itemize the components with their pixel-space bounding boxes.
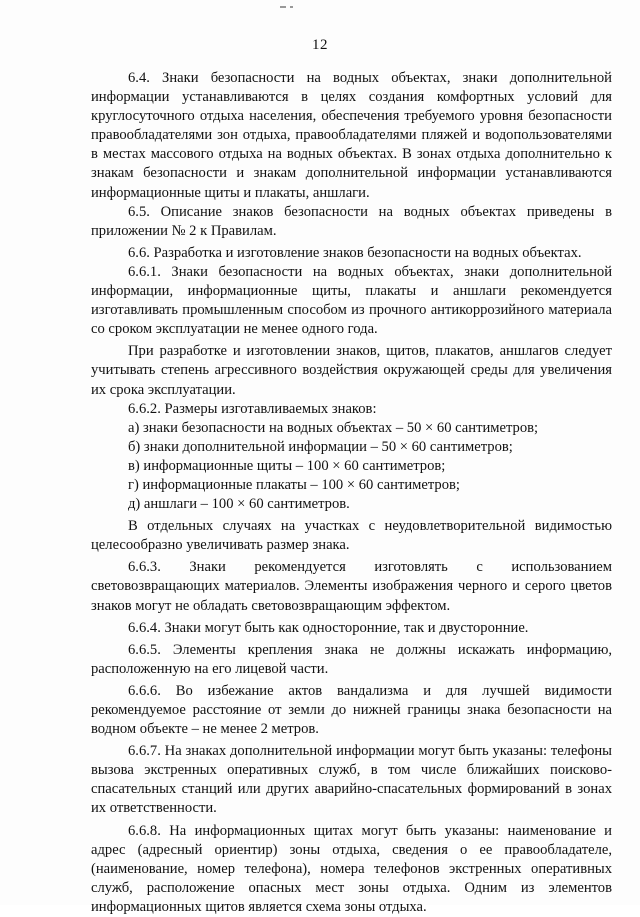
list-item-b: б) знаки дополнительной информации – 50 × 60 сантиметров; [128,438,513,455]
paragraph-6-6-3: 6.6.3. Знаки рекомендуется изготовлять с использованием световозвращающих материалов. Элементы изображения черного и серого цветов знаков могут не обладать световозвращающим эффектом. [91,559,612,614]
paragraph-6-6: 6.6. Разработка и изготовление знаков безопасности на водных объектах. [128,244,582,261]
paragraph-6-6-6: 6.6.6. Во избежание актов вандализма и для лучшей видимости рекомендуемое расстояние от земли до нижней границы знака безопасности на водном объекте – не менее 2 метров. [91,682,612,738]
list-item-g: г) информационные плакаты – 100 × 60 сантиметров; [128,476,460,493]
document-body [91,69,612,917]
paragraph-6-6-4: 6.6.4. Знаки могут быть как односторонние, так и двусторонние. [128,619,529,636]
paragraph-6-6-5: 6.6.5. Элементы крепления знака не должны искажать информацию, расположенную на его лицевой части. [91,641,612,677]
scan-mark [280,6,286,8]
paragraph-text: В отдельных случаях на участках с неудовлетворительной видимостью целесообразно увеличивать размер знака. [91,518,612,554]
paragraph-6-6-1: 6.6.1. Знаки безопасности на водных объектах, знаки дополнительной информации, информационные щиты, плакаты и аншлаги рекомендуется изготавливать промышленным способом из прочного антикоррозийного материала со сроком эксплуатации не менее одного года. [91,263,612,338]
paragraph-6-4: 6.4. Знаки безопасности на водных объектах, знаки дополнительной информации устанавливаются в целях создания комфортных условий для круглосуточного отдыха населения, обеспечения требуемого уровня безопасности правообладателями зон отдыха, правообладателями пляжей и водопользователями в местах массового отдыха на водных объектах. В зонах отдыха дополнительно к знакам безопасности и знакам дополнительной информации устанавливаются информационные щиты и плакаты, аншлаги. [91,70,612,201]
list-item-v: в) информационные щиты – 100 × 60 сантиметров; [128,457,446,474]
list-item-d: д) аншлаги – 100 × 60 сантиметров. [128,496,350,513]
scan-mark [290,6,293,8]
page-number: 12 [312,37,328,53]
paragraph-text: При разработке и изготовлении знаков, щитов, плакатов, аншлагов следует учитывать степень агрессивного воздействия окружающей среды для увеличения их срока эксплуатации. [91,343,612,398]
list-item-a: а) знаки безопасности на водных объектах – 50 × 60 сантиметров; [128,419,539,436]
paragraph-6-6-7: 6.6.7. На знаках дополнительной информации могут быть указаны: телефоны вызова экстренных оперативных служб, в том числе ближайших поисково-спасательных станций или других аварийно-спасательных формирований в зонах их ответственности. [91,743,612,817]
paragraph-6-6-8: 6.6.8. На информационных щитах могут быть указаны: наименование и адрес (адресный ориентир) зоны отдыха, сведения о ее правообладателе, (наименование, номер телефона), номера телефонов экстренных оперативных служб, расположение опасных мест зоны отдыха. Одним из элементов информационных щитов является схема зоны отдыха. [91,822,612,915]
paragraph-6-5: 6.5. Описание знаков безопасности на водных объектах приведены в приложении № 2 к Правилам. [91,203,612,239]
paragraph-6-6-2: 6.6.2. Размеры изготавливаемых знаков: [128,400,377,417]
